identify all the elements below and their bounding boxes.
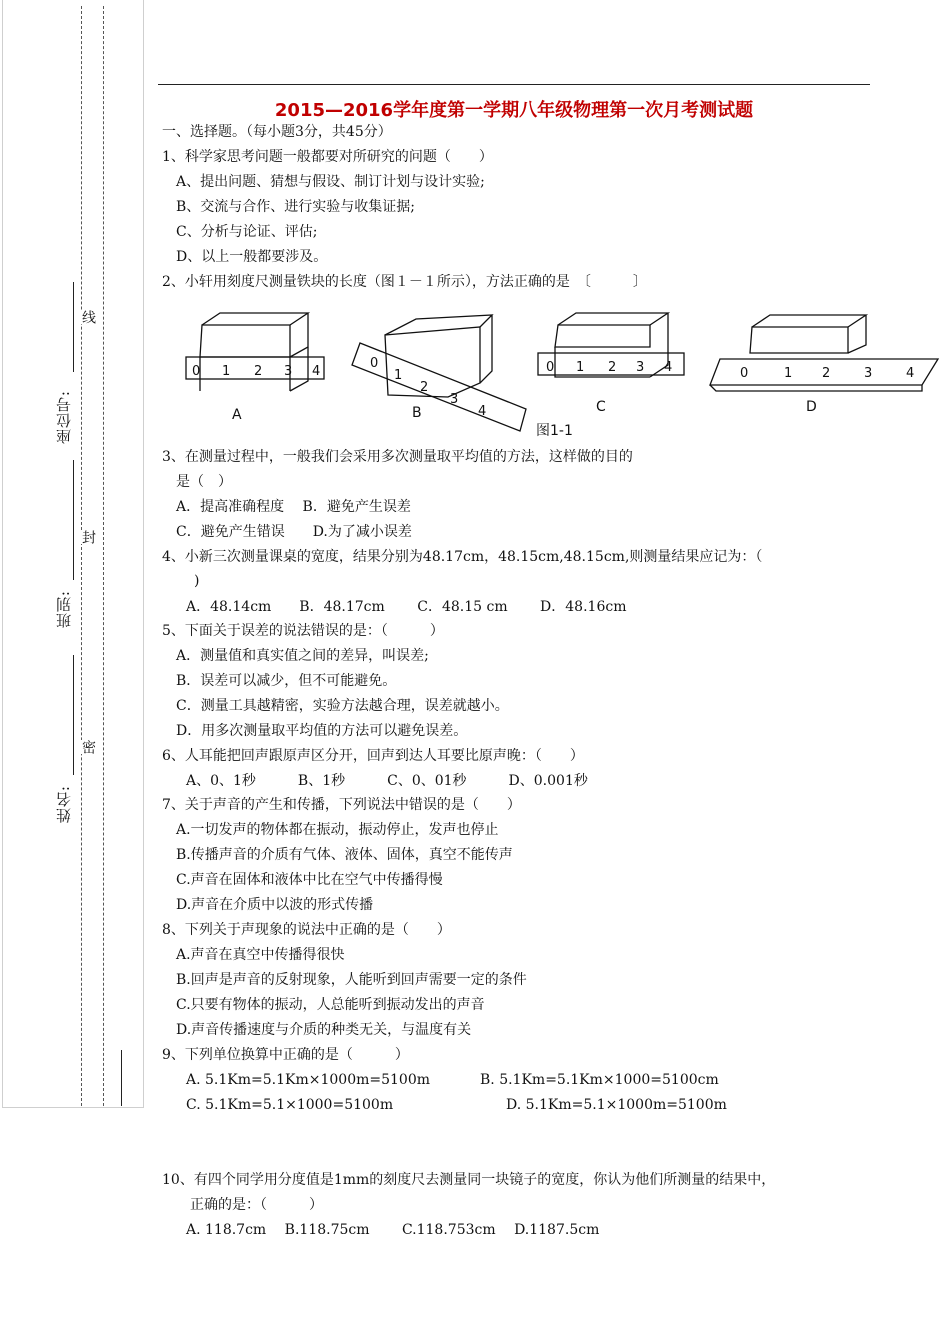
name-blank	[73, 655, 74, 775]
options-4: A．48.14cm B．48.17cm C．48.15 cm D．48.16cm	[186, 599, 627, 615]
tick-d-2: 2	[822, 366, 831, 381]
option-7d: D.声音在介质中以波的形式传播	[176, 897, 374, 913]
tick-b-1: 1	[394, 368, 403, 383]
option-5a: A．测量值和真实值之间的差异，叫误差;	[176, 648, 429, 664]
label-a: A	[232, 407, 242, 423]
block-c	[555, 325, 650, 347]
tick-d-4: 4	[906, 366, 915, 381]
option-9d: D. 5.1Km=5.1×1000m=5100m	[506, 1097, 727, 1113]
tick-a-0: 0	[192, 364, 201, 379]
figure-1-1	[180, 305, 950, 445]
option-5c: C．测量工具越精密，实验方法越合理，误差就越小。	[176, 698, 509, 714]
question-7: 7、关于声音的产生和传播，下列说法中错误的是（ ）	[162, 797, 521, 813]
option-1b: B、交流与合作、进行实验与收集证据;	[176, 199, 416, 215]
option-8d: D.声音传播速度与介质的种类无关，与温度有关	[176, 1022, 472, 1038]
question-3-cont: 是（ ）	[176, 474, 232, 490]
question-1: 1、科学家思考问题一般都要对所研究的问题（ ）	[162, 149, 493, 165]
question-10-cont: 正确的是：（ ）	[190, 1197, 323, 1213]
top-rule	[158, 84, 870, 85]
question-9: 9、下列单位换算中正确的是（ ）	[162, 1047, 409, 1063]
margin-rule	[121, 1050, 122, 1106]
option-7a: A.一切发声的物体都在振动，振动停止，发声也停止	[176, 822, 499, 838]
tick-d-0: 0	[740, 366, 749, 381]
question-5: 5、下面关于误差的说法错误的是：（ ）	[162, 623, 444, 639]
question-4: 4、小新三次测量课桌的宽度，结果分别为48.17cm，48.15cm,48.15cm,则测量结果应记为：（	[162, 549, 763, 565]
question-6: 6、人耳能把回声跟原声区分开，回声到达人耳要比原声晚：（ ）	[162, 748, 584, 764]
tick-a-2: 2	[254, 364, 263, 379]
question-2: 2、小轩用刻度尺测量铁块的长度（图１－１所示），方法正确的是 〔 〕	[162, 274, 647, 290]
class-blank	[73, 460, 74, 580]
name-label: 姓名:	[55, 785, 73, 824]
question-10: 10、有四个同学用分度值是1mm的刻度尺去测量同一块镜子的宽度，你认为他们所测量的结果中，	[162, 1172, 776, 1188]
label-c: C	[596, 399, 606, 415]
option-1c: C、分析与论证、评估;	[176, 224, 318, 240]
option-7c: C.声音在固体和液体中比在空气中传播得慢	[176, 872, 443, 888]
block-a	[200, 325, 290, 357]
tick-b-0: 0	[370, 356, 379, 371]
options-3cd: C．避免产生错误 D.为了减小误差	[176, 524, 412, 540]
tick-d-3: 3	[864, 366, 873, 381]
option-9b: B. 5.1Km=5.1Km×1000=5100cm	[480, 1072, 719, 1088]
tick-a-4: 4	[312, 364, 321, 379]
binding-dashed-line	[81, 6, 82, 1106]
tick-c-0: 0	[546, 360, 555, 375]
tick-b-3: 3	[450, 392, 459, 407]
tick-c-1: 1	[576, 360, 585, 375]
options-6: A、0、1秒 B、1秒 C、0、01秒 D、0.001秒	[186, 773, 588, 789]
tick-b-4: 4	[478, 404, 487, 419]
seat-blank	[73, 282, 74, 372]
question-4-cont: )	[194, 573, 200, 589]
option-7b: B.传播声音的介质有气体、液体、固体，真空不能传声	[176, 847, 513, 863]
option-5b: B．误差可以减少，但不可能避免。	[176, 673, 397, 689]
question-8: 8、下列关于声现象的说法中正确的是（ ）	[162, 922, 451, 938]
seat-label: 座位号:	[55, 390, 73, 445]
tick-a-3: 3	[284, 364, 293, 379]
binding-dashed-line	[103, 6, 104, 1106]
option-1d: D、以上一般都要涉及。	[176, 249, 328, 265]
label-d: D	[806, 399, 817, 415]
option-5d: D．用多次测量取平均值的方法可以避免误差。	[176, 723, 468, 739]
option-9c: C. 5.1Km=5.1×1000=5100m	[186, 1097, 394, 1113]
mark-secret: 密	[80, 740, 96, 754]
mark-line: 线	[80, 310, 96, 324]
page-title: 2015—2016学年度第一学期八年级物理第一次月考测试题	[274, 100, 754, 121]
option-8a: A.声音在真空中传播得很快	[176, 947, 345, 963]
option-8c: C.只要有物体的振动，人总能听到振动发出的声音	[176, 997, 485, 1013]
tick-c-2: 2	[608, 360, 617, 375]
tick-b-2: 2	[420, 380, 429, 395]
question-3: 3、在测量过程中，一般我们会采用多次测量取平均值的方法，这样做的目的	[162, 449, 633, 465]
figure-caption: 图1-1	[536, 423, 573, 439]
label-b: B	[412, 405, 422, 421]
options-3ab: A．提高准确程度 B．避免产生误差	[176, 499, 411, 515]
class-label: 班别:	[55, 590, 73, 629]
tick-a-1: 1	[222, 364, 231, 379]
section-heading: 一、选择题。（每小题3分，共45分）	[162, 124, 392, 140]
mark-seal: 封	[80, 530, 96, 544]
tick-d-1: 1	[784, 366, 793, 381]
block-d	[750, 327, 848, 353]
option-9a: A. 5.1Km=5.1Km×1000m=5100m	[186, 1072, 431, 1088]
tick-c-4: 4	[664, 360, 673, 375]
block-b	[385, 327, 480, 397]
options-10: A. 118.7cm B.118.75cm C.118.753cm D.1187.5cm	[186, 1222, 600, 1238]
option-8b: B.回声是声音的反射现象，人能听到回声需要一定的条件	[176, 972, 527, 988]
option-1a: A、提出问题、猜想与假设、制订计划与设计实验;	[176, 174, 485, 190]
binding-margin	[2, 0, 144, 1108]
tick-c-3: 3	[636, 360, 645, 375]
